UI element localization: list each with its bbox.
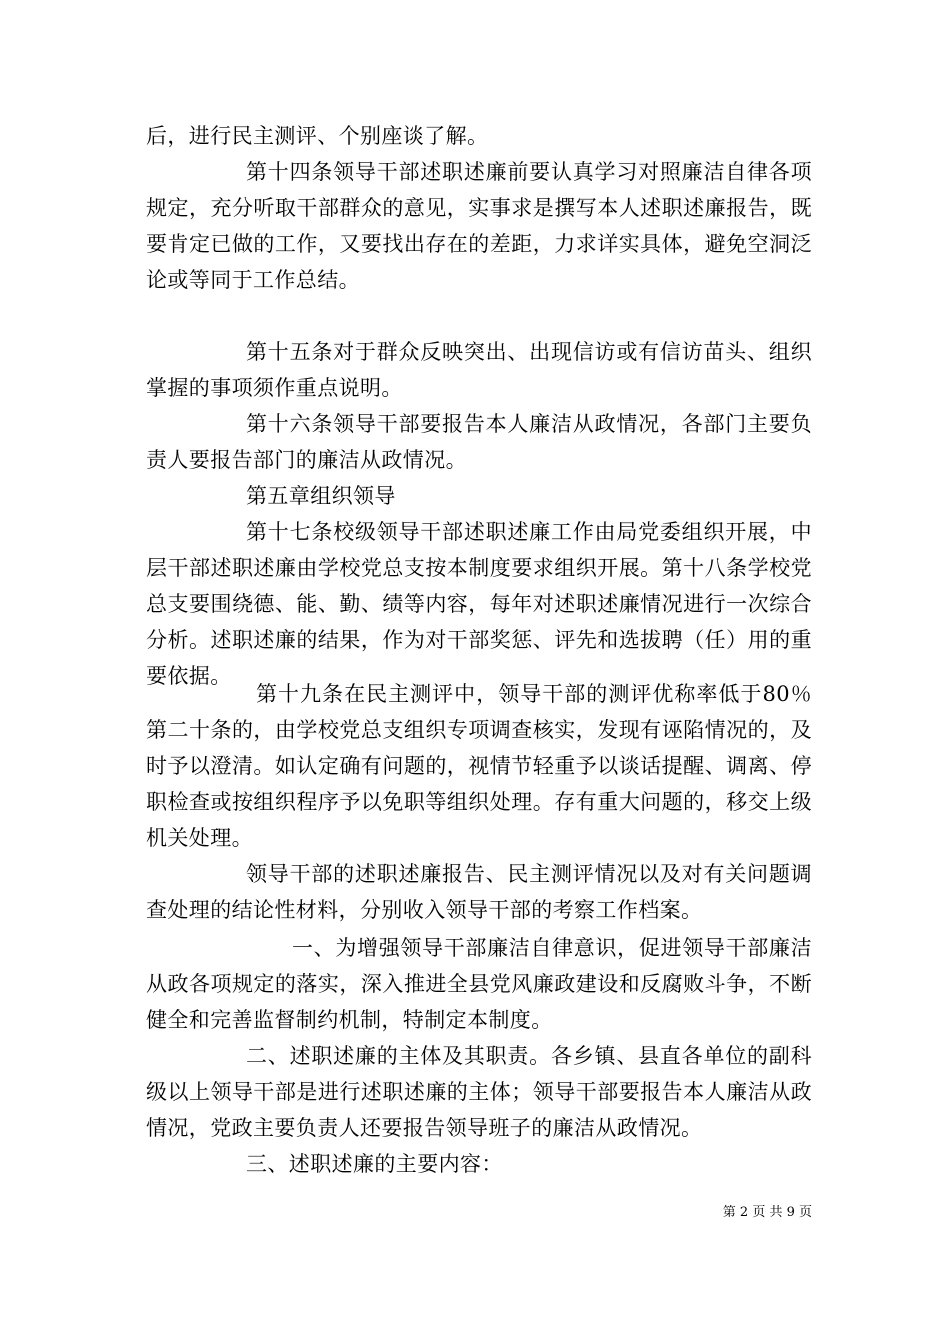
paragraph-3: 第十五条对于群众反映突出、出现信访或有信访苗头、组织掌握的事项须作重点说明。 — [146, 340, 812, 400]
page-number-footer: 第 2 页 共 9 页 — [722, 1205, 812, 1220]
paragraph-6: 第十九条在民主测评中，领导干部的测评优称率低于80％第二十条的，由学校党总支组织专项调查核实，发现有诬陷情况的，及时予以澄清。如认定确有问题的，视情节轻重予以谈话提醒、调离、停职检查或按组织程序予以免职等组织处理。存有重大问题的，移交上级机关处理。 — [146, 682, 812, 850]
chapter-heading: 第五章组织领导 — [246, 484, 396, 508]
paragraph-5: 第十七条校级领导干部述职述廉工作由局党委组织开展，中层干部述职述廉由学校党总支按本制度要求组织开展。第十八条学校党总支要围绕德、能、勤、绩等内容，每年对述职述廉情况进行一次综合分析。述职述廉的结果，作为对干部奖惩、评先和选拔聘（任）用的重要依据。 — [146, 520, 812, 688]
paragraph-2: 第十四条领导干部述职述廉前要认真学习对照廉洁自律各项规定，充分听取干部群众的意见，实事求是撰写本人述职述廉报告，既要肯定已做的工作，又要找出存在的差距，力求详实具体，避免空洞泛论或等同于工作总结。 — [146, 160, 812, 292]
paragraph-8: 一、为增强领导干部廉洁自律意识，促进领导干部廉洁从政各项规定的落实，深入推进全县党风廉政建设和反腐败斗争，不断健全和完善监督制约机制，特制定本制度。 — [146, 936, 812, 1032]
paragraph-4: 第十六条领导干部要报告本人廉洁从政情况，各部门主要负责人要报告部门的廉洁从政情况。 — [146, 412, 812, 472]
paragraph-7: 领导干部的述职述廉报告、民主测评情况以及对有关问题调查处理的结论性材料，分别收入领导干部的考察工作档案。 — [146, 862, 812, 922]
paragraph-1: 后，进行民主测评、个别座谈了解。 — [146, 124, 489, 148]
paragraph-9: 二、述职述廉的主体及其职责。各乡镇、县直各单位的副科级以上领导干部是进行述职述廉的主体；领导干部要报告本人廉洁从政情况，党政主要负责人还要报告领导班子的廉洁从政情况。 — [146, 1044, 812, 1140]
paragraph-10: 三、述职述廉的主要内容： — [246, 1152, 503, 1176]
